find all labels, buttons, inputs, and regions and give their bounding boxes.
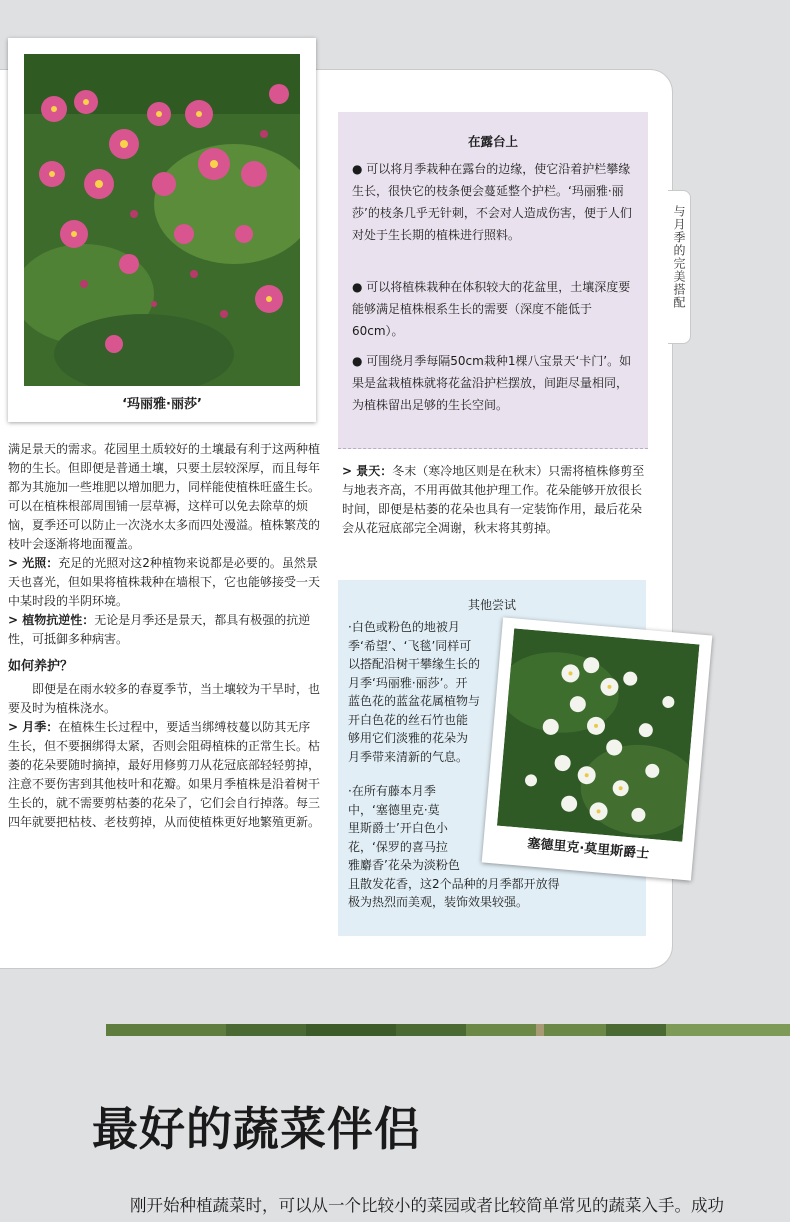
text-line: 极为热烈而美观，装饰效果较强。	[348, 895, 529, 909]
terrace-item: ● 可以将月季栽种在露台的边缘，使它沿着护栏攀缘生长，很快它的枝条便会蔓延整个护栏。‘玛丽雅·丽莎’的枝条几乎无针刺，不会对人造成伤害，便于人们对处于生长期的植株进行照料。	[352, 162, 632, 242]
section-intro: 刚开始种植蔬菜时，可以从一个比较小的菜园或者比较简单常见的蔬菜入手。成功	[130, 1196, 724, 1215]
text-line: 以搭配沿树干攀缘生长的	[348, 657, 481, 671]
text-line: 花，‘保罗的喜马拉	[348, 839, 448, 854]
white-rose-photo	[497, 628, 700, 841]
section-heading: 最好的蔬菜伴侣	[92, 1102, 421, 1156]
resistance-text: 无论是月季还是景天，都具有极强的抗逆性，可抵御多种病害。	[8, 613, 311, 646]
text-line: 中，‘塞德里克·莫	[348, 802, 440, 817]
terrace-tip-box	[338, 112, 648, 449]
side-tab	[668, 190, 691, 344]
text-line: 雅麝香’花朵为淡粉色	[348, 858, 460, 872]
terrace-item: ● 可围绕月季每隔50cm栽种1棵八宝景天‘卡门’。如果是盆栽植株就将花盆沿护栏摆放，间距尽量相同，为植株留出足够的生长空间。	[352, 354, 632, 412]
text-line: 蓝色花的蓝盆花属植物与	[348, 694, 481, 708]
care-heading: 如何养护？	[8, 659, 74, 674]
text-line: 季‘希望’、‘飞毯’同样可	[348, 638, 472, 653]
right-column	[342, 462, 648, 538]
rose-label: > 月季：	[8, 720, 59, 734]
white-rose-photo-card	[482, 617, 713, 880]
text-line: 够用它们淡雅的花朵为	[348, 731, 469, 745]
care-intro: 即便是在雨水较多的春夏季节，当土壤较为干旱时，也要及时为植株浇水。	[8, 682, 321, 715]
photo-strip	[106, 1024, 790, 1036]
light-label: > 光照：	[8, 556, 59, 570]
light-text: 充足的光照对这2种植物来说都是必要的。虽然景天也喜光，但如果将植株栽种在墙根下，它也能够接受一天中某时段的半阴环境。	[8, 556, 321, 608]
body-paragraph: 满足景天的需求。花园里土质较好的土壤最有利于这两种植物的生长。但即便是普通土壤，只要土层较深厚，而且每年都为其施加一些堆肥以增加肥力，同样能使植株旺盛生长。可以在植株根部周围铺一层草褥，这样可以免去除草的烦恼，夏季还可以防止一次浇水太多而四处漫溢。植株繁茂的枝叶会逐渐将地面覆盖。	[8, 442, 321, 551]
text-line: 月季‘玛丽雅·丽莎’。开	[348, 675, 468, 690]
side-tab-label: 与月季的完美搭配	[672, 205, 686, 309]
text-line: ·白色或粉色的地被月	[348, 620, 460, 634]
sedum-text: 冬末（寒冷地区则是在秋末）只需将植株修剪至与地表齐高，不用再做其他护理工作。花朵能够开放很长时间，即便是枯萎的花朵也具有一定装饰作用，最后花朵会从花冠底部完全凋谢，秋末将其剪掉。	[342, 464, 645, 535]
rose-photo-card	[8, 38, 316, 422]
photo-caption: 塞德里克·莫里斯爵士	[526, 836, 650, 862]
text-line: 开白色花的丝石竹也能	[348, 712, 469, 727]
pink-rose-photo	[24, 54, 300, 386]
sedum-label: > 景天：	[342, 464, 393, 478]
text-line: 里斯爵士’开白色小	[348, 821, 448, 835]
other-tries-title: 其他尝试	[467, 598, 516, 612]
text-line: 月季带来清新的气息。	[348, 749, 469, 764]
rose-text: 在植株生长过程中，要适当绑缚枝蔓以防其无序生长，但不要捆绑得太紧，否则会阻碍植株的正常生长。枯萎的花朵要随时摘掉，最好用修剪刀从花冠底部轻轻剪掉，注意不要伤害到其他枝叶和花瓣。如果月季植株是沿着树干生长的，就不需要剪枯萎的花朵了，它们会自行掉落。每三四年就要把枯枝、老枝剪掉，从而使植株更好地繁殖更新。	[8, 720, 321, 829]
photo-caption: ‘玛丽雅·丽莎’	[122, 397, 202, 412]
terrace-item: ● 可以将植株栽种在体积较大的花盆里，土壤深度要能够满足植株根系生长的需要（深度不能低于60cm）。	[352, 280, 631, 338]
other-tries-text-1	[348, 618, 480, 766]
text-line: 且散发花香，这2个品种的月季都开放得	[348, 876, 560, 891]
resistance-label: > 植物抗逆性：	[8, 613, 95, 627]
text-line: ·在所有藤本月季	[348, 784, 436, 798]
terrace-title: 在露台上	[467, 134, 518, 149]
left-column	[8, 440, 320, 832]
